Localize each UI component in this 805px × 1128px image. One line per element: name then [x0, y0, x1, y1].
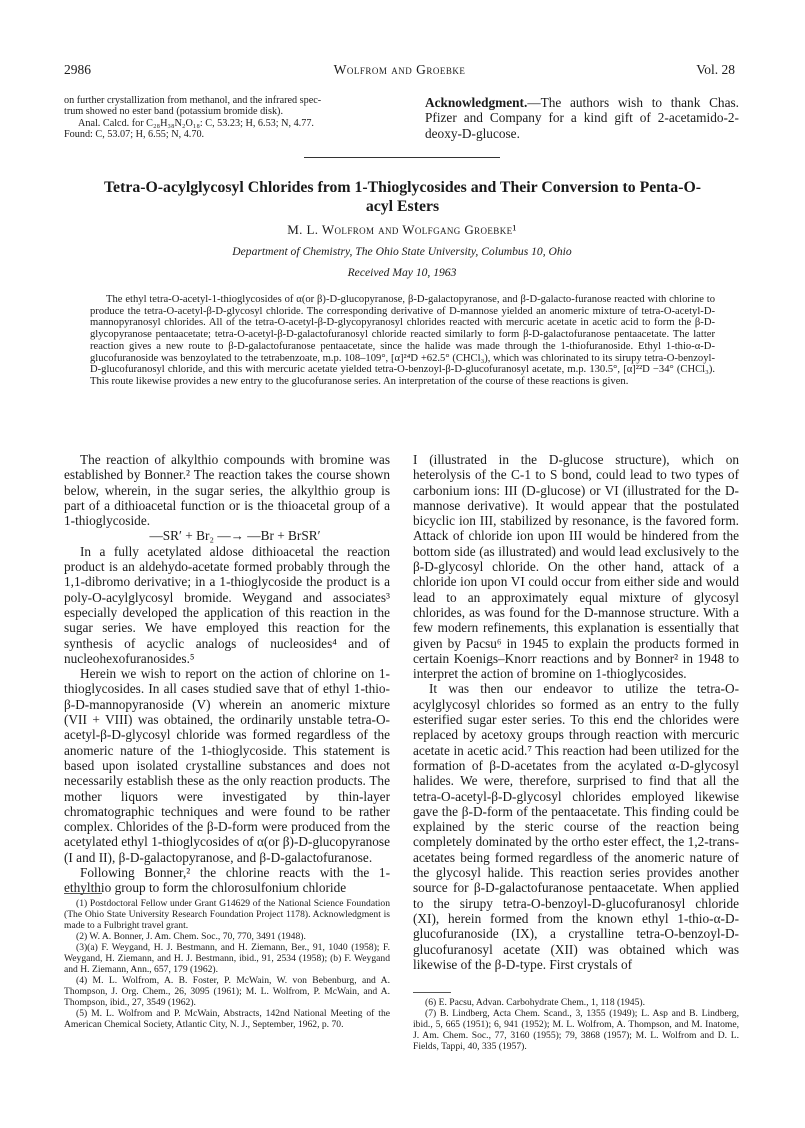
- paragraph: Herein we wish to report on the action of chlorine on 1-thioglycosides. In all cases studied save that of ethyl 1-thio-β-D-mannopyranoside (V) wherein an anomeric mixture (VII + VIII) was obtained, the ordinarily unstable tetra-O-acetyl-β-D-glycosyl chloride was formed regardless of the anomeric nature of the 1-thioglycoside. This statement is based upon isolated crystalline substances and does not necessarily establish these as the only reaction products. The mother liquors were investigated by thin-layer chromatographic techniques and were found to be rather complex. Chlorides of the β-D-form were produced from the acetylated ethyl 1-thioglycosides of α(or β)-D-glucopyranose (I and II), β-D-galactopyranose, and β-D-galactofuranose.: [64, 666, 390, 865]
- footnotes-right: [413, 997, 739, 1052]
- paragraph: It was then our endeavor to utilize the tetra-O-acylglycosyl chlorides so formed as an entry to the fully esterified sugar ester series. To this end the chlorides were replaced by acetoxy groups through reaction with mercuric acetate in acetic acid.⁷ This reaction had been utilized for the formation of β-D-acetates from the acylated α-D-glycosyl halides. We were, therefore, surprised to find that all the tetra-O-acetyl-β-D-glycosyl chlorides employed likewise gave the β-D-form of the pentaacetate. This finding could be explained by the steric course of the reaction being completely dominated by the ortho ester effect, the 1,2-trans-acetates being formed regardless of the anomeric nature of the glycosyl halide. This reaction series provides another source for β-D-galactofuranose pentaacetate. When applied to the sirupy tetra-O-benzoyl-D-glucofuranosyl chloride (XI), herein formed from the known ethyl 1-thio-α-D-glucofuranoside (IX), a crystalline tetra-O-benzoyl-D-glucofuranosyl acetate (XII) was obtained which was likewise of the β-D-type. First crystals of: [413, 681, 739, 972]
- paragraph: Following Bonner,² the chlorine reacts with the 1-ethylthio group to form the chlorosulfonium chloride: [64, 865, 390, 896]
- paragraph: The reaction of alkylthio compounds with bromine was established by Bonner.² The reaction takes the course shown below, wherein, in the sugar series, the alkylthio group is part of a dithioacetal function or is the thioacetal group of a 1-thioglycoside.: [64, 452, 390, 529]
- analysis-found: Found: C, 53.07; H, 6.55; N, 4.70.: [64, 128, 205, 140]
- acknowledgment-label: Acknowledgment.: [425, 95, 528, 110]
- page-number: 2986: [64, 62, 91, 77]
- footnote: (6) E. Pacsu, Advan. Carbohydrate Chem., 1, 118 (1945).: [425, 997, 645, 1008]
- right-column: [413, 452, 739, 972]
- paragraph: In a fully acetylated aldose dithioacetal the reaction product is an aldehydo-acetate formed probably through the 1,1-dibromo derivative; in a 1-thioglycoside the product is a poly-O-acylglycosyl bromide. Weygand and associates³ especially developed the application of this reaction in the sugar series. We have employed this reaction for the synthesis of acyclic analogs of nucleosides⁴ and of nucleohexofuranosides.⁵: [64, 543, 390, 666]
- footnote: (1) Postdoctoral Fellow under Grant G14629 of the National Science Foundation (The Ohio State University Research Foundation Project 1178). Acknowledgment is made to a Fulbright travel grant.: [64, 898, 390, 931]
- footnotes-left: [64, 898, 390, 1030]
- preceding-article-end: [64, 95, 404, 140]
- article-title: Tetra-O-acylglycosyl Chlorides from 1-Thioglycosides and Their Conversion to Penta-O-acyl Esters: [103, 179, 702, 215]
- footnote: (2) W. A. Bonner, J. Am. Chem. Soc., 70, 770, 3491 (1948).: [76, 931, 306, 942]
- paragraph: I (illustrated in the D-glucose structure), which on heterolysis of the C-1 to S bond, could lead to two types of carbonium ions: III (D-glucose) or VI (illustrated for the D-mannose derivative). It would appear that the postulated bicyclic ion III, stabilized by resonance, is the favored form. Attack of chloride ion upon III would be hindered from the bottom side (as illustrated) and would lead exclusively to the β-D-glycosyl chloride. On the other hand, attack of a chloride ion upon VI could occur from either side and would lead to an approximately equal mixture of glycosyl chlorides, as was found for the D-mannose structure. With a few modern refinements, this explanation is essentially that given by Pacsu⁶ in 1945 to explain the products formed in certain Koenigs–Knorr reactions and by Bonner² in 1948 to interpret the action of bromine on 1-thioglycosides.: [413, 452, 739, 682]
- analysis-calcd: Anal. Calcd. for C₂₈H₃₈N₂O₁₈: C, 53.23; H, 6.53; N, 4.77.: [78, 117, 314, 129]
- acknowledgment-text: —The authors wish to thank Chas. Pfizer and Company for a kind gift of 2-acetamido-2-deoxy-D-glucose.: [425, 95, 739, 141]
- volume-label: Vol. 28: [696, 62, 735, 77]
- running-title: Wolfrom and Groebke: [333, 62, 466, 77]
- text-line: on further crystallization from methanol, and the infrared spec-: [64, 95, 322, 106]
- section-divider: [304, 157, 500, 158]
- footnote: (7) B. Lindberg, Acta Chem. Scand., 3, 1355 (1949); L. Asp and B. Lindberg, ibid., 5, 665 (1951); 6, 941 (1952); M. L. Wolfrom, A. Thompson, and M. Inatome, J. Am. Chem. Soc., 77, 3160 (1955); 79, 3868 (1957); M. L. Wolfrom and D. L. Fields, Tappi, 40, 335 (1957).: [413, 1008, 739, 1052]
- page-header: [64, 62, 735, 82]
- received-date: Received May 10, 1963: [347, 266, 457, 279]
- footnote-rule: [413, 992, 451, 993]
- abstract-text: The ethyl tetra-O-acetyl-1-thioglycosides of α(or β)-D-glucopyranose, β-D-galactopyranose, and β-D-galacto-furanose reacted with chlorine to produce the tetra-O-acetyl-β-D-glycosyl chloride. The corresponding derivative of D-mannose yielded an anomeric mixture of tetra-O-acetyl-D-mannopyranosyl chlorides. All of the tetra-O-acetyl-β-D-glycopyranosyl chlorides reacted with mercuric acetate in acetic acid to form the β-D-glycopyranose pentaacetate; tetra-O-acetyl-β-D-galactofuranosyl chloride reacted similarly to form β-D-galactofuranose pentaacetate. The latter reaction gives a new route to β-D-galactofuranose pentaacetate, since the halide was made through the 1-thiofuranoside. Ethyl 1-thio-α-D-glucofuranoside was benzoylated to the tetrabenzoate, m.p. 108–109°, [α]²⁴D +62.5° (CHCl₃), which was chlorinated to its sirupy tetra-O-benzoyl-D-glucofuranosyl chloride, and this with mercuric acetate yielded tetra-O-benzoyl-β-D-glucofuranosyl acetate, m.p. 130.5°, [α]²²D −34° (CHCl₃). This route likewise provides a new entry to the glucofuranose series. An interpretation of the course of these reactions is given.: [90, 294, 715, 387]
- footnote: (3)(a) F. Weygand, H. J. Bestmann, and H. Ziemann, Ber., 91, 1040 (1958); F. Weygand, H. Ziemann, and H. J. Bestmann, ibid., 91, 2534 (1958); (b) F. Weygand and H. Ziemann, Ann., 657, 179 (1962).: [64, 942, 390, 975]
- article-authors: M. L. Wolfrom and Wolfgang Groebke¹: [287, 222, 517, 237]
- acknowledgment: [425, 95, 739, 141]
- author-affiliation: Department of Chemistry, The Ohio State University, Columbus 10, Ohio: [232, 245, 572, 258]
- reaction-equation: —SR′ + Br₂ —→ —Br + BrSR′: [149, 528, 321, 544]
- left-column: [64, 452, 390, 896]
- text-line: trum showed no ester band (potassium bromide disk).: [64, 106, 283, 118]
- footnote: (5) M. L. Wolfrom and P. McWain, Abstracts, 142nd National Meeting of the American Chemical Society, Atlantic City, N. J., September, 1962, p. 70.: [64, 1008, 390, 1030]
- footnote: (4) M. L. Wolfrom, A. B. Foster, P. McWain, W. von Bebenburg, and A. Thompson, J. Org. Chem., 26, 3095 (1961); M. L. Wolfrom, P. McWain, and A. Thompson, ibid., 27, 3549 (1962).: [64, 975, 390, 1008]
- footnote-rule: [64, 893, 102, 894]
- abstract: [90, 294, 715, 388]
